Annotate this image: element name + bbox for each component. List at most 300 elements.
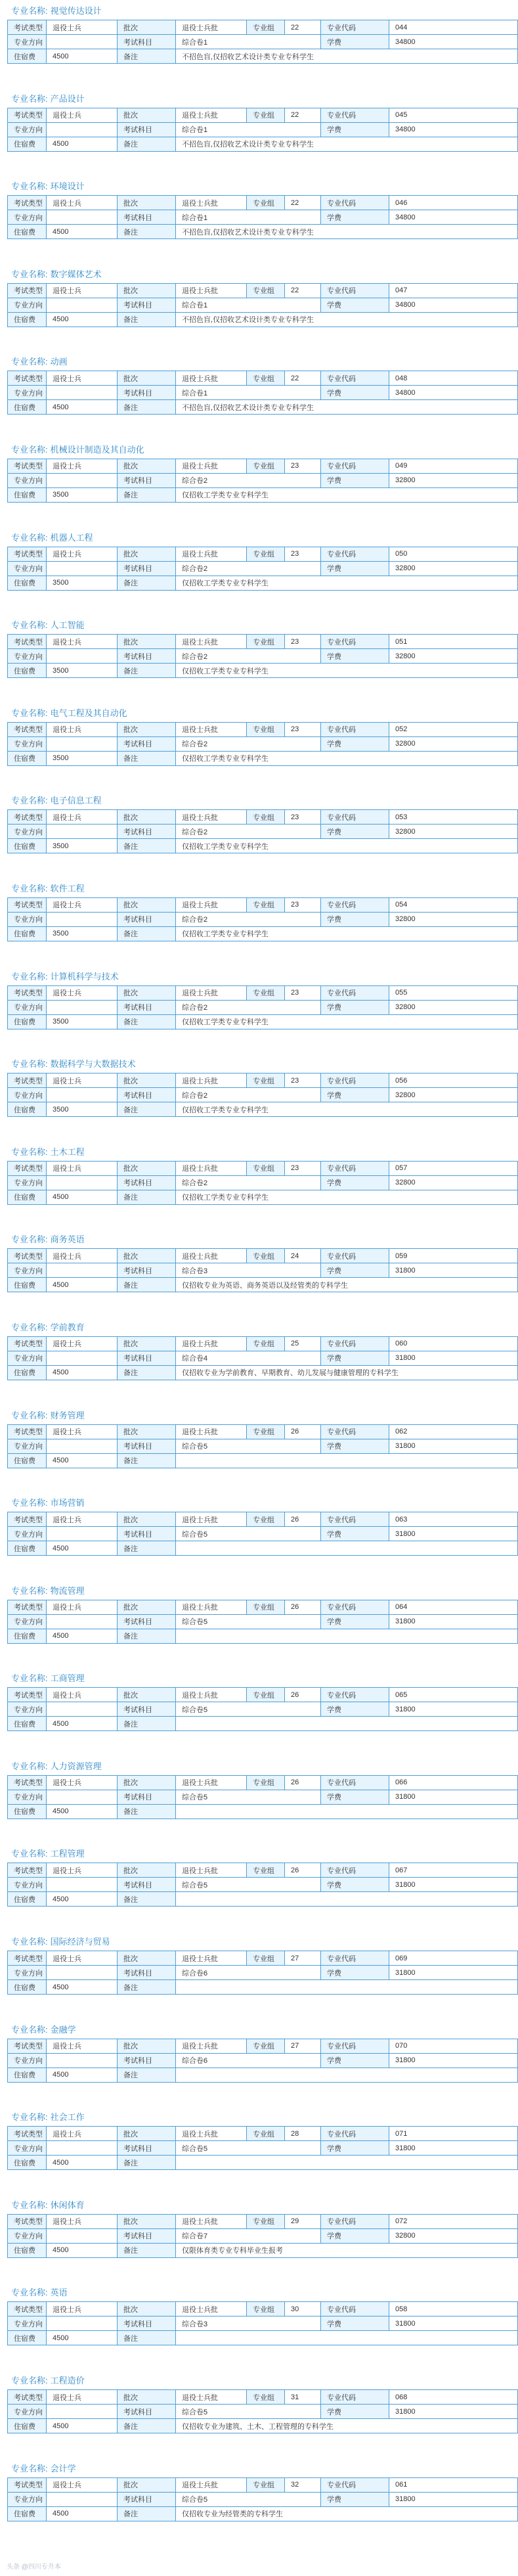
footer-watermark: 头条 @四川专升本 xyxy=(7,2564,61,2571)
exam-type-value: 退役士兵 xyxy=(47,1688,118,1702)
direction-value xyxy=(47,561,118,576)
subjects-value: 综合卷2 xyxy=(176,1088,321,1102)
accommodation-label: 住宿费 xyxy=(8,664,47,678)
direction-label: 专业方向 xyxy=(8,561,47,576)
notes-value: 仅招收工学类专业专科学生 xyxy=(176,487,518,502)
subjects-label: 考试科目 xyxy=(118,298,176,312)
group-value: 25 xyxy=(285,1336,321,1351)
major-name: 电子信息工程 xyxy=(50,796,102,806)
batch-label: 批次 xyxy=(118,1951,176,1966)
accommodation-label: 住宿费 xyxy=(8,1014,47,1029)
code-value: 058 xyxy=(389,2302,518,2316)
batch-label: 批次 xyxy=(118,1249,176,1263)
batch-value: 退役士兵批 xyxy=(176,722,247,736)
tuition-value: 31800 xyxy=(389,1614,518,1629)
direction-value xyxy=(47,912,118,926)
code-label: 专业代码 xyxy=(321,1775,389,1790)
code-value: 066 xyxy=(389,1775,518,1790)
tuition-value: 32800 xyxy=(389,561,518,576)
notes-label: 备注 xyxy=(118,1892,176,1907)
major-name-label: 专业名称: xyxy=(11,1410,48,1420)
accommodation-value: 4500 xyxy=(47,400,118,415)
direction-value xyxy=(47,298,118,312)
major-block xyxy=(3,2283,518,2371)
accommodation-value: 4500 xyxy=(47,2506,118,2521)
accommodation-label: 住宿费 xyxy=(8,1190,47,1204)
accommodation-value: 4500 xyxy=(47,2243,118,2257)
group-label: 专业组 xyxy=(247,2302,285,2316)
exam-type-value: 退役士兵 xyxy=(47,985,118,1000)
exam-type-value: 退役士兵 xyxy=(47,1161,118,1175)
exam-type-label: 考试类型 xyxy=(8,1688,47,1702)
group-label: 专业组 xyxy=(247,1512,285,1527)
exam-type-label: 考试类型 xyxy=(8,722,47,736)
accommodation-label: 住宿费 xyxy=(8,576,47,590)
table-row xyxy=(8,283,518,298)
table-row xyxy=(8,635,518,649)
batch-label: 批次 xyxy=(118,371,176,386)
subjects-value: 综合卷1 xyxy=(176,386,321,400)
accommodation-value: 4500 xyxy=(47,2068,118,2082)
direction-label: 专业方向 xyxy=(8,1878,47,1892)
table-row xyxy=(8,210,518,225)
code-value: 063 xyxy=(389,1512,518,1527)
notes-label: 备注 xyxy=(118,1453,176,1468)
major-name-label: 专业名称: xyxy=(11,1937,48,1947)
major-block xyxy=(3,2371,518,2459)
group-value: 24 xyxy=(285,1249,321,1263)
table-row xyxy=(8,1951,518,1966)
group-label: 专业组 xyxy=(247,1600,285,1614)
tuition-value: 32800 xyxy=(389,1088,518,1102)
subjects-value: 综合卷5 xyxy=(176,1878,321,1892)
code-label: 专业代码 xyxy=(321,2477,389,2492)
accommodation-label: 住宿费 xyxy=(8,2243,47,2257)
table-row xyxy=(8,2316,518,2331)
major-name-label: 专业名称: xyxy=(11,2200,48,2210)
accommodation-label: 住宿费 xyxy=(8,1541,47,1556)
accommodation-label: 住宿费 xyxy=(8,1629,47,1643)
code-value: 051 xyxy=(389,635,518,649)
exam-type-label: 考试类型 xyxy=(8,985,47,1000)
batch-label: 批次 xyxy=(118,20,176,35)
group-label: 专业组 xyxy=(247,1249,285,1263)
code-label: 专业代码 xyxy=(321,1336,389,1351)
table-row xyxy=(8,1878,518,1892)
code-label: 专业代码 xyxy=(321,196,389,210)
accommodation-value: 3500 xyxy=(47,487,118,502)
exam-type-value: 退役士兵 xyxy=(47,2477,118,2492)
direction-label: 专业方向 xyxy=(8,2053,47,2068)
code-value: 071 xyxy=(389,2127,518,2141)
direction-value xyxy=(47,1966,118,1980)
table-row xyxy=(8,1702,518,1717)
batch-label: 批次 xyxy=(118,1336,176,1351)
major-header xyxy=(3,1493,518,1512)
code-label: 专业代码 xyxy=(321,20,389,35)
table-row xyxy=(8,1863,518,1878)
accommodation-value: 4500 xyxy=(47,2419,118,2433)
group-label: 专业组 xyxy=(247,1161,285,1175)
exam-type-value: 退役士兵 xyxy=(47,283,118,298)
major-name-label: 专业名称: xyxy=(11,93,48,104)
code-value: 068 xyxy=(389,2390,518,2405)
major-name: 软件工程 xyxy=(50,883,85,893)
major-name-label: 专业名称: xyxy=(11,1234,48,1245)
major-block xyxy=(3,1669,518,1757)
major-name: 工程管理 xyxy=(50,1849,85,1859)
subjects-label: 考试科目 xyxy=(118,1790,176,1804)
table-row xyxy=(8,2141,518,2156)
notes-value xyxy=(176,1629,518,1643)
subjects-value: 综合卷1 xyxy=(176,35,321,49)
table-row xyxy=(8,2506,518,2521)
notes-value xyxy=(176,1541,518,1556)
notes-label: 备注 xyxy=(118,839,176,853)
exam-type-value: 退役士兵 xyxy=(47,547,118,561)
subjects-value: 综合卷5 xyxy=(176,1614,321,1629)
group-value: 23 xyxy=(285,1161,321,1175)
notes-label: 备注 xyxy=(118,2243,176,2257)
batch-value: 退役士兵批 xyxy=(176,1863,247,1878)
subjects-value: 综合卷2 xyxy=(176,825,321,839)
group-value: 27 xyxy=(285,1951,321,1966)
group-value: 22 xyxy=(285,108,321,122)
code-value: 059 xyxy=(389,1249,518,1263)
table-row xyxy=(8,985,518,1000)
direction-value xyxy=(47,2141,118,2156)
notes-value: 仅招收专业为英语、商务英语以及经管类的专科学生 xyxy=(176,1278,518,1292)
direction-label: 专业方向 xyxy=(8,1439,47,1453)
major-info-table xyxy=(7,1512,518,1556)
batch-label: 批次 xyxy=(118,283,176,298)
direction-value xyxy=(47,1263,118,1278)
subjects-value: 综合卷1 xyxy=(176,210,321,225)
major-block xyxy=(3,1142,518,1231)
batch-label: 批次 xyxy=(118,985,176,1000)
group-value: 31 xyxy=(285,2390,321,2405)
exam-type-label: 考试类型 xyxy=(8,1073,47,1088)
code-value: 049 xyxy=(389,459,518,473)
major-name: 财务管理 xyxy=(50,1410,85,1420)
notes-value: 不招色盲,仅招收艺术设计类专业专科学生 xyxy=(176,225,518,239)
group-value: 22 xyxy=(285,371,321,386)
major-header xyxy=(3,528,518,547)
table-row xyxy=(8,371,518,386)
accommodation-label: 住宿费 xyxy=(8,751,47,765)
table-row xyxy=(8,2068,518,2082)
table-row xyxy=(8,1453,518,1468)
exam-type-label: 考试类型 xyxy=(8,1336,47,1351)
accommodation-value: 3500 xyxy=(47,1102,118,1117)
exam-type-label: 考试类型 xyxy=(8,1424,47,1439)
table-row xyxy=(8,298,518,312)
subjects-label: 考试科目 xyxy=(118,1527,176,1541)
table-row xyxy=(8,736,518,751)
group-value: 29 xyxy=(285,2214,321,2228)
table-row xyxy=(8,547,518,561)
tuition-label: 学费 xyxy=(321,1614,389,1629)
notes-label: 备注 xyxy=(118,2331,176,2345)
batch-value: 退役士兵批 xyxy=(176,459,247,473)
notes-value: 仅招收工学类专业专科学生 xyxy=(176,751,518,765)
batch-label: 批次 xyxy=(118,1688,176,1702)
direction-label: 专业方向 xyxy=(8,1175,47,1190)
notes-label: 备注 xyxy=(118,312,176,327)
table-row xyxy=(8,2127,518,2141)
group-value: 22 xyxy=(285,196,321,210)
tuition-value: 34800 xyxy=(389,210,518,225)
table-row xyxy=(8,2331,518,2345)
major-block xyxy=(3,89,518,177)
batch-label: 批次 xyxy=(118,1863,176,1878)
subjects-label: 考试科目 xyxy=(118,825,176,839)
table-row xyxy=(8,1512,518,1527)
exam-type-label: 考试类型 xyxy=(8,2477,47,2492)
tuition-value: 31800 xyxy=(389,1351,518,1365)
tuition-value: 31800 xyxy=(389,1439,518,1453)
tuition-label: 学费 xyxy=(321,122,389,137)
batch-label: 批次 xyxy=(118,897,176,912)
code-label: 专业代码 xyxy=(321,1863,389,1878)
accommodation-value: 4500 xyxy=(47,2156,118,2170)
subjects-value: 综合卷6 xyxy=(176,2053,321,2068)
major-block xyxy=(3,1054,518,1142)
batch-value: 退役士兵批 xyxy=(176,635,247,649)
notes-label: 备注 xyxy=(118,400,176,415)
tuition-value: 32800 xyxy=(389,736,518,751)
major-name: 商务英语 xyxy=(50,1234,85,1245)
accommodation-value: 3500 xyxy=(47,839,118,853)
exam-type-label: 考试类型 xyxy=(8,2127,47,2141)
direction-value xyxy=(47,1088,118,1102)
code-value: 055 xyxy=(389,985,518,1000)
table-row xyxy=(8,561,518,576)
major-name: 市场营销 xyxy=(50,1498,85,1508)
table-row xyxy=(8,751,518,765)
table-row xyxy=(8,664,518,678)
tuition-value: 32800 xyxy=(389,912,518,926)
accommodation-label: 住宿费 xyxy=(8,137,47,151)
subjects-label: 考试科目 xyxy=(118,473,176,487)
major-header xyxy=(3,1844,518,1863)
subjects-label: 考试科目 xyxy=(118,2141,176,2156)
batch-value: 退役士兵批 xyxy=(176,1600,247,1614)
tuition-label: 学费 xyxy=(321,2492,389,2506)
major-info-table xyxy=(7,1161,518,1205)
subjects-label: 考试科目 xyxy=(118,561,176,576)
notes-label: 备注 xyxy=(118,1804,176,1819)
exam-type-label: 考试类型 xyxy=(8,1600,47,1614)
direction-value xyxy=(47,649,118,664)
notes-label: 备注 xyxy=(118,1980,176,1995)
accommodation-label: 住宿费 xyxy=(8,1980,47,1995)
accommodation-value: 4500 xyxy=(47,1453,118,1468)
notes-label: 备注 xyxy=(118,225,176,239)
notes-value xyxy=(176,1892,518,1907)
major-header xyxy=(3,1669,518,1687)
group-value: 23 xyxy=(285,897,321,912)
major-header xyxy=(3,1406,518,1424)
exam-type-label: 考试类型 xyxy=(8,2390,47,2405)
accommodation-label: 住宿费 xyxy=(8,225,47,239)
major-block xyxy=(3,1406,518,1494)
subjects-value: 综合卷5 xyxy=(176,1790,321,1804)
exam-type-value: 退役士兵 xyxy=(47,196,118,210)
exam-type-label: 考试类型 xyxy=(8,2302,47,2316)
major-block xyxy=(3,791,518,879)
accommodation-value: 3500 xyxy=(47,576,118,590)
accommodation-label: 住宿费 xyxy=(8,1717,47,1731)
group-label: 专业组 xyxy=(247,20,285,35)
table-row xyxy=(8,1161,518,1175)
major-info-table xyxy=(7,2389,518,2433)
accommodation-label: 住宿费 xyxy=(8,312,47,327)
batch-label: 批次 xyxy=(118,1073,176,1088)
tuition-label: 学费 xyxy=(321,1790,389,1804)
major-name: 产品设计 xyxy=(50,93,85,104)
notes-value: 仅招收工学类专业专科学生 xyxy=(176,1014,518,1029)
subjects-label: 考试科目 xyxy=(118,210,176,225)
tuition-value: 34800 xyxy=(389,35,518,49)
group-label: 专业组 xyxy=(247,1951,285,1966)
direction-label: 专业方向 xyxy=(8,2492,47,2506)
batch-value: 退役士兵批 xyxy=(176,196,247,210)
accommodation-value: 4500 xyxy=(47,2331,118,2345)
batch-value: 退役士兵批 xyxy=(176,371,247,386)
code-value: 056 xyxy=(389,1073,518,1088)
group-value: 23 xyxy=(285,810,321,825)
notes-value xyxy=(176,2068,518,2082)
table-row xyxy=(8,1892,518,1907)
batch-value: 退役士兵批 xyxy=(176,2214,247,2228)
exam-type-value: 退役士兵 xyxy=(47,2127,118,2141)
accommodation-value: 3500 xyxy=(47,1014,118,1029)
major-info-table xyxy=(7,1951,518,1995)
notes-label: 备注 xyxy=(118,1541,176,1556)
group-value: 22 xyxy=(285,20,321,35)
major-block xyxy=(3,967,518,1055)
table-row xyxy=(8,1190,518,1204)
subjects-label: 考试科目 xyxy=(118,1439,176,1453)
tuition-value: 31800 xyxy=(389,1527,518,1541)
group-value: 28 xyxy=(285,2127,321,2141)
major-header xyxy=(3,89,518,108)
subjects-label: 考试科目 xyxy=(118,122,176,137)
table-row xyxy=(8,2492,518,2506)
table-row xyxy=(8,1980,518,1995)
subjects-value: 综合卷1 xyxy=(176,298,321,312)
tuition-value: 34800 xyxy=(389,386,518,400)
table-row xyxy=(8,2419,518,2433)
group-value: 26 xyxy=(285,1775,321,1790)
major-name: 机器人工程 xyxy=(50,532,93,543)
major-header xyxy=(3,2196,518,2214)
subjects-value: 综合卷5 xyxy=(176,2405,321,2419)
exam-type-value: 退役士兵 xyxy=(47,810,118,825)
subjects-value: 综合卷2 xyxy=(176,649,321,664)
batch-label: 批次 xyxy=(118,459,176,473)
group-value: 22 xyxy=(285,283,321,298)
exam-type-label: 考试类型 xyxy=(8,1161,47,1175)
accommodation-value: 4500 xyxy=(47,49,118,64)
group-value: 23 xyxy=(285,635,321,649)
group-value: 26 xyxy=(285,1688,321,1702)
notes-label: 备注 xyxy=(118,137,176,151)
direction-value xyxy=(47,1790,118,1804)
batch-value: 退役士兵批 xyxy=(176,283,247,298)
notes-value xyxy=(176,2331,518,2345)
notes-label: 备注 xyxy=(118,751,176,765)
major-name-label: 专业名称: xyxy=(11,181,48,192)
exam-type-value: 退役士兵 xyxy=(47,2214,118,2228)
code-value: 053 xyxy=(389,810,518,825)
code-label: 专业代码 xyxy=(321,459,389,473)
subjects-value: 综合卷5 xyxy=(176,1527,321,1541)
batch-value: 退役士兵批 xyxy=(176,2477,247,2492)
batch-value: 退役士兵批 xyxy=(176,2127,247,2141)
major-name-label: 专业名称: xyxy=(11,1146,48,1157)
tuition-label: 学费 xyxy=(321,1966,389,1980)
major-block xyxy=(3,352,518,440)
code-label: 专业代码 xyxy=(321,2039,389,2053)
direction-value xyxy=(47,1702,118,1717)
table-row xyxy=(8,2156,518,2170)
batch-value: 退役士兵批 xyxy=(176,1775,247,1790)
subjects-value: 综合卷2 xyxy=(176,736,321,751)
code-value: 072 xyxy=(389,2214,518,2228)
direction-label: 专业方向 xyxy=(8,1263,47,1278)
table-row xyxy=(8,35,518,49)
major-header xyxy=(3,2371,518,2389)
group-label: 专业组 xyxy=(247,1688,285,1702)
tuition-label: 学费 xyxy=(321,1175,389,1190)
exam-type-label: 考试类型 xyxy=(8,459,47,473)
batch-label: 批次 xyxy=(118,108,176,122)
major-header xyxy=(3,1142,518,1161)
table-row xyxy=(8,108,518,122)
table-row xyxy=(8,2302,518,2316)
major-name: 数据科学与大数据技术 xyxy=(50,1059,136,1070)
accommodation-label: 住宿费 xyxy=(8,400,47,415)
batch-value: 退役士兵批 xyxy=(176,810,247,825)
subjects-label: 考试科目 xyxy=(118,2405,176,2419)
subjects-value: 综合卷3 xyxy=(176,1263,321,1278)
table-row xyxy=(8,2405,518,2419)
notes-label: 备注 xyxy=(118,1278,176,1292)
exam-type-label: 考试类型 xyxy=(8,1249,47,1263)
table-row xyxy=(8,1775,518,1790)
subjects-label: 考试科目 xyxy=(118,1088,176,1102)
group-value: 32 xyxy=(285,2477,321,2492)
major-name-label: 专业名称: xyxy=(11,620,48,631)
table-row xyxy=(8,137,518,151)
group-value: 23 xyxy=(285,547,321,561)
tuition-label: 学费 xyxy=(321,1351,389,1365)
table-row xyxy=(8,49,518,64)
table-row xyxy=(8,20,518,35)
direction-value xyxy=(47,2492,118,2506)
major-name-label: 专业名称: xyxy=(11,1849,48,1859)
major-name-label: 专业名称: xyxy=(11,883,48,893)
table-row xyxy=(8,810,518,825)
tuition-value: 31800 xyxy=(389,2492,518,2506)
tuition-value: 32800 xyxy=(389,2228,518,2243)
tuition-label: 学费 xyxy=(321,1527,389,1541)
exam-type-label: 考试类型 xyxy=(8,1863,47,1878)
group-value: 23 xyxy=(285,985,321,1000)
group-label: 专业组 xyxy=(247,108,285,122)
